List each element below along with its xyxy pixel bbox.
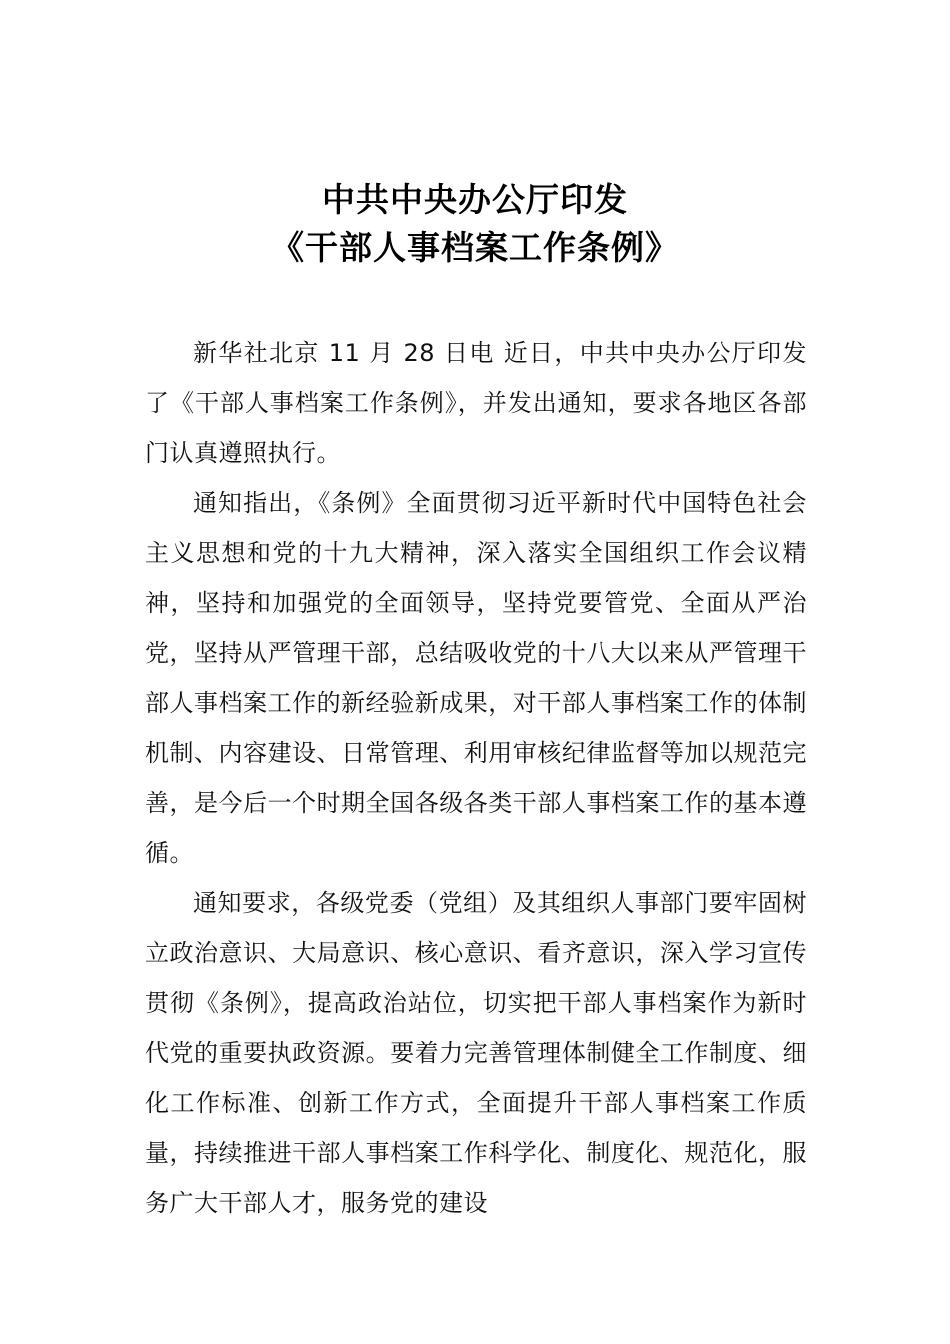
paragraph-3: 通知要求，各级党委（党组）及其组织人事部门要牢固树立政治意识、大局意识、核心意识、看齐意识，深入学习宣传贯彻《条例》，提高政治站位，切实把干部人事档案作为新时代党的重要执政资源。要着力完善管理体制健全工作制度、细化工作标准、创新工作方式，全面提升干部人事档案工作质量，持续推进干部人事档案工作科学化、制度化、规范化，服务广大干部人才，服务党的建设 [145,889,807,1217]
paragraph-2: 通知指出，《条例》全面贯彻习近平新时代中国特色社会主义思想和党的十九大精神，深入落实全国组织工作会议精神，坚持和加强党的全面领导，坚持党要管党、全面从严治党，坚持从严管理干部，总结吸收党的十八大以来从严管理干部人事档案工作的新经验新成果，对干部人事档案工作的体制机制、内容建设、日常管理、利用审核纪律监督等加以规范完善，是今后一个时期全国各级各类干部人事档案工作的基本遵循。 [145,489,807,867]
title-line-2: 《干部人事档案工作条例》 [271,228,679,267]
paragraph-1: 新华社北京 11 月 28 日电 近日，中共中央办公厅印发了《干部人事档案工作条例》，并发出通知，要求各地区各部门认真遵照执行。 [145,339,807,467]
title-line-1: 中共中央办公厅印发 [322,180,628,219]
document-body [145,328,807,1228]
document-title [0,176,950,272]
